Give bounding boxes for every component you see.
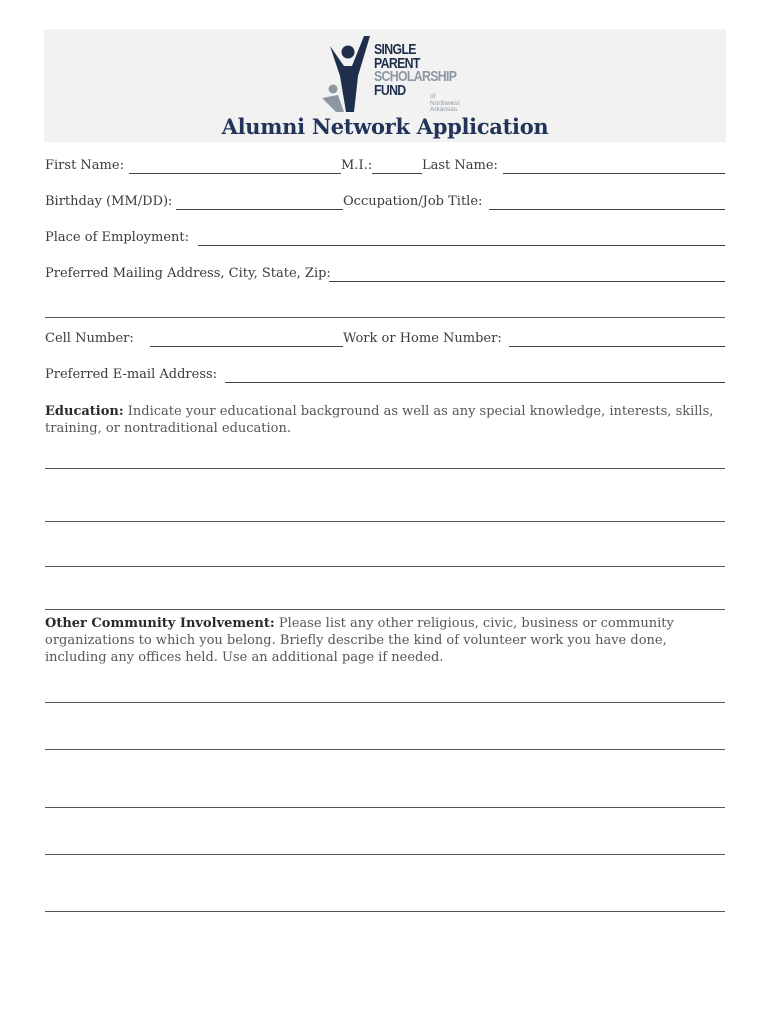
education-line-4[interactable]: [45, 609, 725, 610]
employment-label: Place of Employment:: [45, 230, 189, 245]
community-text: Please list any other religious, civic, business or community organizations to which you belong. Briefly describe the kind of volunteer work you have done, including any offices held. Use an additional page if needed.: [45, 616, 674, 665]
community-line-2[interactable]: [45, 749, 725, 750]
community-heading: Other Community Involvement:: [45, 616, 275, 631]
education-heading: Education:: [45, 404, 124, 419]
community-line-1[interactable]: [45, 702, 725, 703]
logo-line-parent: PARENT: [374, 54, 420, 72]
first-name-label: First Name:: [45, 158, 124, 173]
work-home-label: Work or Home Number:: [343, 331, 502, 346]
logo-region-2: Arkansas: [430, 106, 458, 113]
community-line-4[interactable]: [45, 854, 725, 855]
community-instructions: [45, 615, 725, 666]
last-name-label: Last Name:: [422, 158, 498, 173]
mailing-row: [45, 264, 725, 284]
logo-line-single: SINGLE: [374, 41, 416, 58]
cell-label: Cell Number:: [45, 331, 134, 346]
page-title: Alumni Network Application: [221, 114, 549, 139]
email-field[interactable]: [225, 382, 725, 383]
last-name-field[interactable]: [503, 173, 725, 174]
mailing-label: Preferred Mailing Address, City, State, Zip:: [45, 266, 331, 281]
education-text: Indicate your educational background as well as any special knowledge, interests, skills, training, or nontraditional education.: [45, 404, 714, 436]
occupation-field[interactable]: [489, 209, 725, 210]
work-home-field[interactable]: [509, 346, 725, 347]
email-row: [45, 365, 725, 385]
birthday-field[interactable]: [176, 209, 343, 210]
education-line-1[interactable]: [45, 468, 725, 469]
cell-field[interactable]: [150, 346, 343, 347]
mi-field[interactable]: [372, 173, 422, 174]
logo-wordmark: [374, 43, 456, 97]
logo: [322, 32, 472, 116]
community-line-3[interactable]: [45, 807, 725, 808]
employment-field[interactable]: [198, 245, 725, 246]
phone-row: [45, 329, 725, 349]
community-line-5[interactable]: [45, 911, 725, 912]
mailing-field-line-2[interactable]: [45, 317, 725, 318]
employment-row: [45, 228, 725, 248]
first-name-field[interactable]: [129, 173, 341, 174]
logo-line-scholarship: SCHOLARSHIP: [374, 68, 457, 85]
email-label: Preferred E-mail Address:: [45, 367, 218, 382]
education-instructions: [45, 403, 725, 437]
logo-region: [430, 94, 459, 114]
birthday-label: Birthday (MM/DD):: [45, 194, 173, 209]
education-line-3[interactable]: [45, 566, 725, 567]
logo-region-1: Northwest: [430, 99, 460, 107]
logo-figure-icon: [322, 32, 378, 116]
logo-line-fund: FUND: [374, 81, 406, 99]
name-row: [45, 156, 725, 176]
occupation-label: Occupation/Job Title:: [343, 194, 483, 209]
mailing-field[interactable]: [329, 281, 725, 282]
education-line-2[interactable]: [45, 521, 725, 522]
logo-of: of: [430, 93, 436, 100]
mi-label: M.I.:: [341, 158, 373, 173]
birthday-row: [45, 192, 725, 212]
